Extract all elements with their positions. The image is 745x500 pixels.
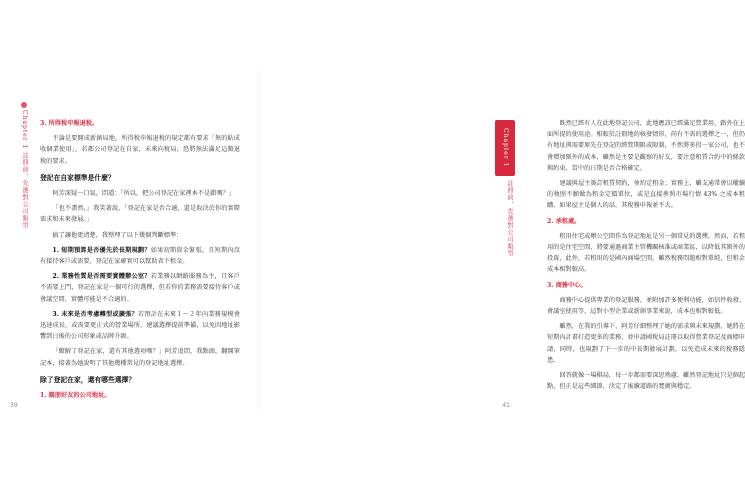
page-number-left: 39 [10,402,18,409]
paragraph: 既然已經有人在此地登記公司，此地應該已經滿足營業用，路外在上面所提的使用途。相較於註冊地的核發情形，尚有不需的選擇之一，但仍有地址與需要原先在登記的經營期限或限制，不然將多投一家公司，也不會增加額外的成本，雖然是主要是觀察的好友，要注意租賃合約中的條款與約束，當中的日期是否合格確定。 [547,120,745,172]
chapter-dot-icon [21,102,27,108]
section-heading-tax-refund: 3. 所得稅申報退稅。 [40,120,99,127]
criterion-2-title: 2. 業務性質是否需要實體辦公室？ [52,273,151,281]
criterion-1-text: 如果初期資金緊張，且短期內沒有接待客戶或需要，登記在家確實可以幫助省下租金。 [40,246,240,266]
left-running-head [14,102,34,230]
criterion-3 [40,309,240,343]
criterion-1 [40,245,240,267]
chapter-tab-label: Chapter 1 [502,128,509,168]
right-page-body [547,118,745,396]
chapter-tab [495,120,515,176]
paragraph: 雖然，在我的引導下，阿芳仔細整理了她的需求與未來規劃，她將在短期內計畫打造更多的業務，並申請國稅局註冊以取得營業登記及商標申請，同時，也規劃了下一步的中長期發展計劃，以免造成未來的稅務隱患。 [547,323,745,364]
option-1-heading: 1. 親朋好友的公司地址。 [40,392,111,400]
left-page [0,0,259,500]
criterion-2 [40,271,240,305]
option-2-heading: 2. 承租處。 [547,217,581,225]
subheading-home-registration: 登記在自家標準是什麼？ [40,173,115,182]
criterion-1-title: 1. 短期預算是否優先於長期規劃？ [52,246,151,254]
criterion-2-text: 若業務以網路服務為主，且客戶不需要上門，登記在家是一個可行的選擇，但若你的業務需要接待客戶或會議空間，實體可能是不合適的。 [40,273,240,303]
right-running-subtitle: 註冊前，先選對公司類型 [506,180,513,257]
left-page-body [40,118,240,405]
paragraph: 「也不盡然，」我笑著說，「登記在家是否合適，還是取決於你的實際需求和未來發展。」 [40,205,240,224]
paragraph: 不論是要開成新創局地，所得稅申報退稅的規定都有要求「無的貼成收個業使用」，若都公司登記在自家，未來向稅局，恐將無法滿足這類退稅的要求。 [40,135,240,165]
page-number-right: 41 [502,402,510,409]
criterion-3-text: 若預計在未來１～２年內業務規模會迅速成長，或需要更正式的營業場所，建議選擇提前準備，以免因地址影響到日後的公司形象或品牌升級。 [40,310,240,341]
closing-quote: 「瞭解了登記在家，還有其他選項嗎？」阿芳追問，我點頭，翻開筆記本，接著為她說明了其他幾種常見的登記地址選擇。 [40,348,240,367]
paragraph: 商務中心提供專業的登記服務，並附加許多便利功能，如信件收發、會議室使用等，這對小型企業或新創事業來說，成本也相對較低。 [547,296,745,316]
paragraph: 阿芳深疑一口氣，問道：「所以，把公司登記在家裡本不是錯嗎？」 [52,190,235,198]
criterion-3-title: 3. 未來是否考慮轉型或擴張？ [52,310,138,318]
subheading-other-options: 除了登記在家，還有哪些選擇？ [40,375,136,384]
right-page [260,0,745,500]
paragraph: 租用住宅或辦公空間作為登記地址是另一個常見的選擇，然而，若租用的是住宅空間，將要通過商業主管機關核准或商業區，以降低其額外的投資，此外，若租用的是國內商場空間，雖然稅務問題相對單純，但租金成本相對較高。 [547,232,745,274]
paragraph: 回答就像一場棋局，每一步都需要深思熟慮，雖然登記地址只是個起點，但正是這些細節，決定了後續道路的寬廣與穩定。 [547,372,745,391]
option-3-heading: 3. 商務中心。 [547,281,587,289]
paragraph: 搞了讓他更清楚，我整理了以下幾個判斷標準： [52,231,183,239]
left-running-head-text: Chapter 1 註冊前，先選對公司類型 [21,110,28,230]
paragraph: 建議與屋主簽訂租賃契約，並約定租金；實務上，雖支通常會以權續的執照不願做為租金定價單位，或是直接參照市場行情 43% 之成本租購，如果屋主是個人的話，其稅務申報並不大。 [547,180,745,210]
